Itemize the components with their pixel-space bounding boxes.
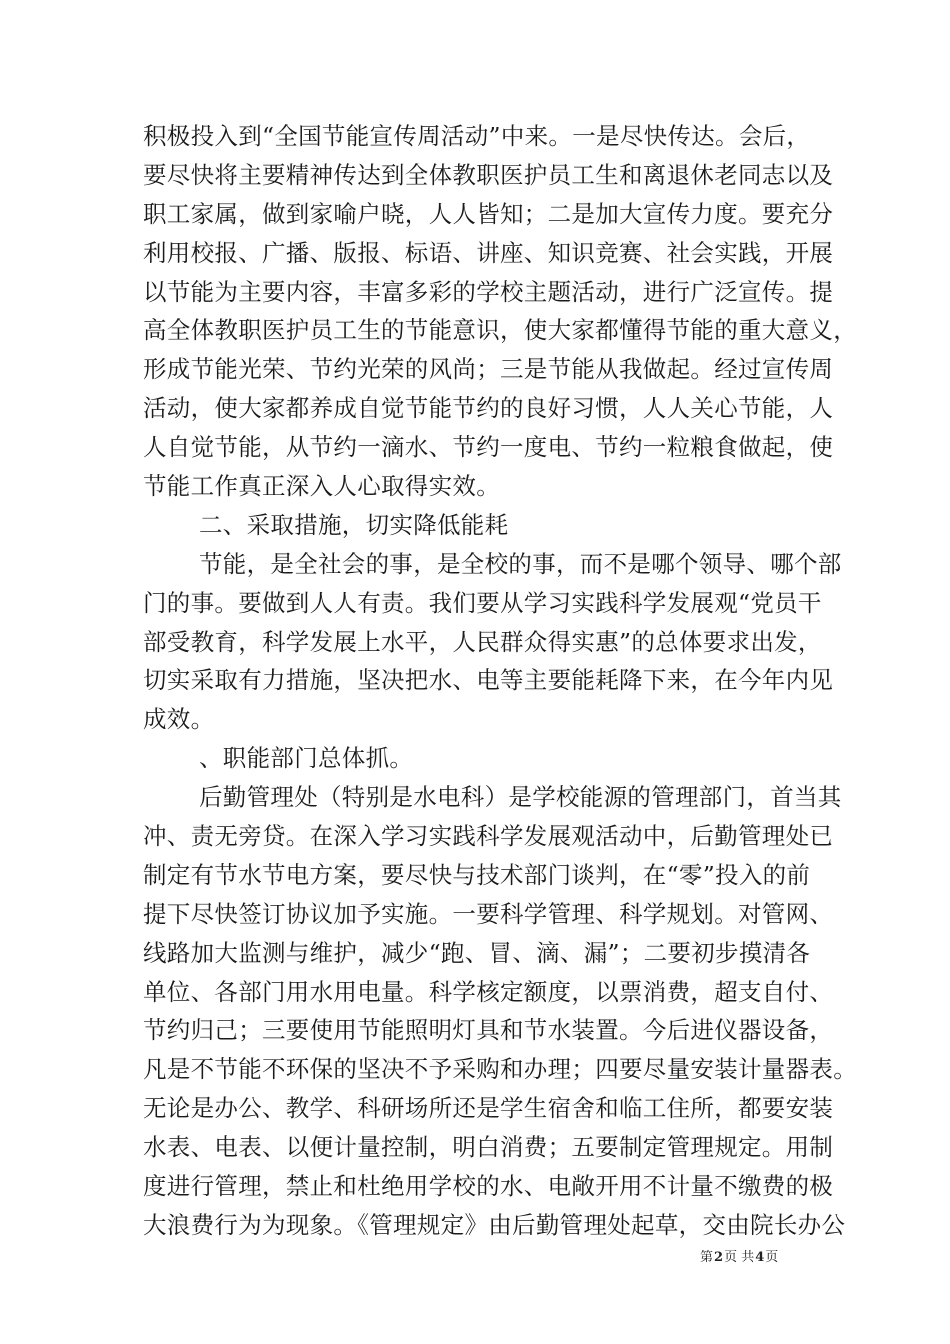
text-line: 凡是不节能不环保的坚决不予采购和办理；四要尽量安装计量器表。 bbox=[143, 1055, 857, 1084]
text-line: 提下尽快签订协议加予实施。一要科学管理、科学规划。对管网、 bbox=[143, 899, 834, 928]
text-line: 高全体教职医护员工生的节能意识，使大家都懂得节能的重大意义， bbox=[143, 316, 857, 345]
text-line: 线路加大监测与维护，减少“跑、冒、滴、漏”；二要初步摸清各 bbox=[143, 938, 811, 967]
footer-suffix: 页 bbox=[765, 1250, 779, 1265]
text-line: 部受教育，科学发展上水平，人民群众得实惠”的总体要求出发， bbox=[143, 627, 822, 656]
text-line: 制定有节水节电方案，要尽快与技术部门谈判，在“零”投入的前 bbox=[143, 860, 811, 889]
text-line: 无论是办公、教学、科研场所还是学生宿舍和临工住所，都要安装 bbox=[143, 1094, 834, 1123]
text-line: 以节能为主要内容，丰富多彩的学校主题活动，进行广泛宣传。提 bbox=[143, 277, 834, 306]
text-line: 活动，使大家都养成自觉节能节约的良好习惯，人人关心节能，人 bbox=[143, 394, 834, 423]
body-text bbox=[143, 117, 857, 1245]
total-page-number: 4 bbox=[755, 1250, 765, 1265]
text-line: 后勤管理处（特别是水电科）是学校能源的管理部门，首当其 bbox=[199, 783, 842, 812]
subsection-heading: 、职能部门总体抓。 bbox=[199, 744, 414, 773]
text-line: 成效。 bbox=[143, 705, 215, 734]
text-line: 节能工作真正深入人心取得实效。 bbox=[143, 472, 500, 501]
section-heading: 二、采取措施，切实降低能耗 bbox=[199, 510, 509, 539]
text-line: 职工家属，做到家喻户晓，人人皆知；二是加大宣传力度。要充分 bbox=[143, 199, 834, 228]
text-line: 大浪费行为为现象。《管理规定》由后勤管理处起草，交由院长办公 bbox=[143, 1210, 846, 1239]
page-number-footer bbox=[700, 1246, 778, 1265]
text-line: 冲、责无旁贷。在深入学习实践科学发展观活动中，后勤管理处已 bbox=[143, 822, 834, 851]
footer-middle: 页 共 bbox=[724, 1250, 755, 1265]
text-line: 利用校报、广播、版报、标语、讲座、知识竞赛、社会实践，开展 bbox=[143, 238, 834, 267]
text-line: 切实采取有力措施，坚决把水、电等主要能耗降下来，在今年内见 bbox=[143, 666, 834, 695]
text-line: 节约归己；三要使用节能照明灯具和节水装置。今后进仪器设备， bbox=[143, 1016, 834, 1045]
text-line: 节能，是全社会的事，是全校的事，而不是哪个领导、哪个部 bbox=[199, 549, 842, 578]
text-line: 门的事。要做到人人有责。我们要从学习实践科学发展观“党员干 bbox=[143, 588, 822, 617]
text-line: 积极投入到“全国节能宣传周活动”中来。一是尽快传达。会后， bbox=[143, 122, 811, 150]
text-line: 人自觉节能，从节约一滴水、节约一度电、节约一粒粮食做起，使 bbox=[143, 433, 834, 462]
footer-prefix: 第 bbox=[700, 1250, 714, 1265]
text-line: 形成节能光荣、节约光荣的风尚；三是节能从我做起。经过宣传周 bbox=[143, 355, 834, 384]
current-page-number: 2 bbox=[714, 1250, 724, 1265]
text-line: 单位、各部门用水用电量。科学核定额度，以票消费，超支自付、 bbox=[143, 977, 834, 1006]
text-line: 度进行管理，禁止和杜绝用学校的水、电敞开用不计量不缴费的极 bbox=[143, 1172, 834, 1201]
text-line: 水表、电表、以便计量控制，明白消费；五要制定管理规定。用制 bbox=[143, 1133, 834, 1162]
text-line: 要尽快将主要精神传达到全体教职医护员工生和离退休老同志以及 bbox=[143, 160, 834, 189]
